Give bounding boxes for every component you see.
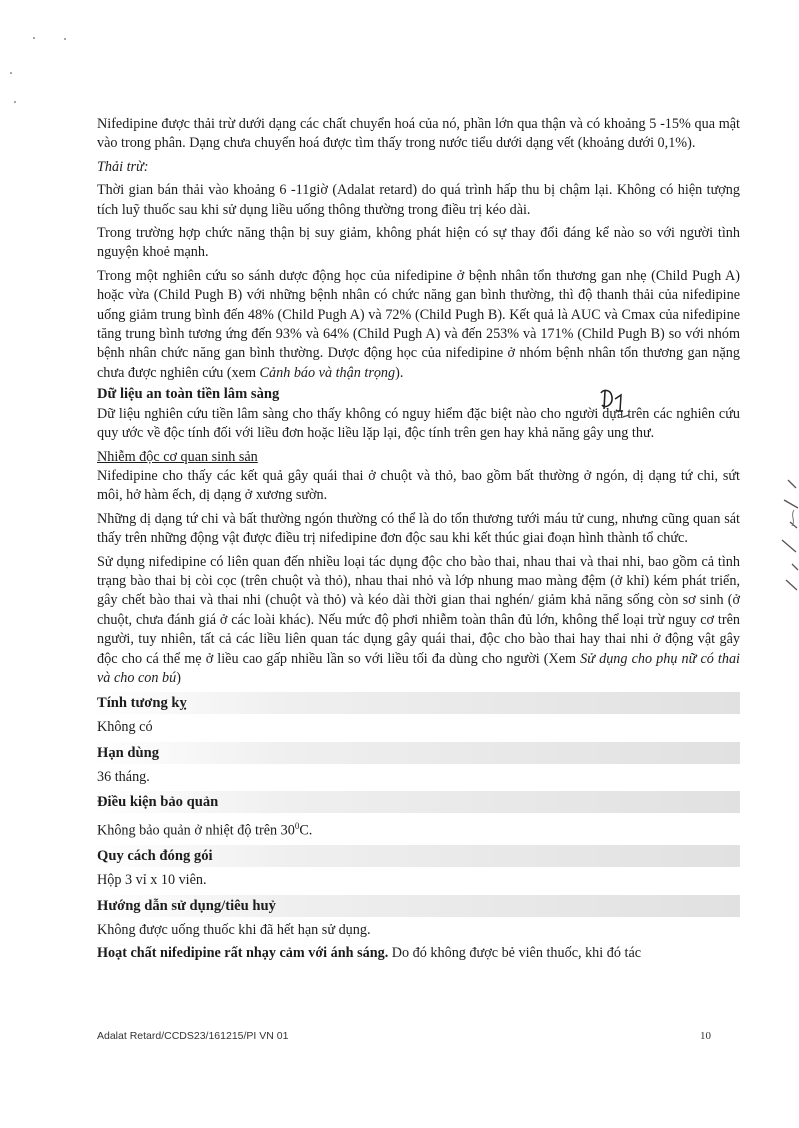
- section-shelf-life-body: 36 tháng.: [97, 768, 150, 785]
- section-compatibility-title: [97, 692, 740, 714]
- section-usage-body: Không được uống thuốc khi đã hết hạn sử dụng.: [97, 921, 371, 938]
- paragraph-half-life: Thời gian bán thải vào khoảng 6 -11giờ (Adalat retard) do quá trình hấp thu bị chậm lại. Không có hiện tượng tích luỹ thuốc sau khi sử dụng liều uống thông thường trong điều trị kéo dài.: [97, 182, 740, 218]
- section-packaging-body: Hộp 3 vỉ x 10 viên.: [97, 872, 207, 889]
- footer-page-number: 10: [700, 1030, 711, 1042]
- scan-speck: [64, 38, 66, 40]
- scan-speck: [10, 72, 12, 74]
- fetal-toxicity-end: ): [176, 669, 181, 686]
- paragraph-hepatic: [97, 267, 740, 383]
- cross-reference-warnings: Cảnh báo và thận trọng: [259, 364, 396, 381]
- hepatic-text-end: ).: [395, 364, 404, 381]
- paragraph-excretion: Nifedipine được thải trừ dưới dạng các chất chuyển hoá của nó, phần lớn qua thận và có khoảng 5 -15% qua mật vào trong phân. Dạng chưa chuyển hoá được tìm thấy trong nước tiểu dưới dạng vết (khoảng dưới 0,1%).: [97, 116, 740, 152]
- scan-speck: [14, 101, 16, 103]
- storage-unit: C.: [299, 822, 313, 839]
- section-shelf-life-title: [97, 742, 740, 764]
- paragraph-fetal-toxicity: [97, 553, 740, 689]
- cross-reference-pregnancy: Sử dụng cho phụ nữ có thai và cho con bú: [97, 650, 740, 686]
- section-storage-body: [97, 817, 740, 841]
- shelf-life-title-text: Hạn dùng: [97, 744, 160, 761]
- compatibility-title-text: Tính tương kỵ: [97, 695, 187, 712]
- handwritten-initials-signature: [597, 385, 631, 419]
- paragraph-teratogenic: Nifedipine cho thấy các kết quả gây quái thai ở chuột và thỏ, bao gồm bất thường ở ngón, dị dạng tứ chi, sứt môi, hở hàm ếch, dị dạng ở xương sườn.: [97, 467, 740, 504]
- paragraph-limb-defects: Những dị dạng tứ chi và bất thường ngón thường có thể là do tổn thương tưới máu tử cung, nhưng cũng quan sát thấy trên những động vật được điều trị nifedipine đơn độc sau khi kết thúc giai đoạn hình thành tổ chức.: [97, 510, 740, 547]
- degree-superscript: 0: [294, 821, 300, 832]
- scan-speck: [33, 37, 35, 39]
- document-page: [97, 115, 740, 964]
- light-sensitivity-bold: Hoạt chất nifedipine rất nhạy cảm với ánh sáng.: [97, 945, 389, 962]
- light-sensitivity-rest: Do đó không được bẻ viên thuốc, khi đó tác: [388, 945, 642, 962]
- hepatic-text: Trong một nghiên cứu so sánh dược động học của nifedipine ở bệnh nhân tổn thương gan nhẹ (Child Pugh A) hoặc vừa (Child Pugh B) với những bệnh nhân có chức năng gan bình thường, thì độ thanh thải của nifedipine uống giảm trung bình đến 48% (Child Pugh A) và 72% (Child Pugh B). Kết quả là AUC và Cmax của nifedipine tăng trung bình tương ứng đến 93% và 64% (Child Pugh A) và đến 253% và 171% (Child Pugh B) so với nhóm bệnh nhân chức năng gan bình thường. Dược động học của nifedipine ở nhóm bệnh nhân tổn thương gan nặng chưa được nghiên cứu (xem: [97, 267, 740, 381]
- section-packaging-title: [97, 845, 740, 867]
- storage-text: Không bảo quản ở nhiệt độ trên 30: [97, 822, 295, 839]
- paragraph-light-sensitivity: [97, 944, 740, 963]
- section-storage-title: [97, 791, 740, 813]
- storage-title-text: Điều kiện bảo quản: [97, 794, 219, 811]
- section-compatibility-body: Không có: [97, 719, 153, 736]
- preclinical-heading: Dữ liệu an toàn tiền lâm sàng: [97, 386, 280, 403]
- fetal-toxicity-text: Sử dụng nifedipine có liên quan đến nhiều loại tác dụng độc cho bào thai, nhau thai và thai nhi, bao gồm cả tình trạng bào thai bị còi cọc (trên chuột và thỏ), nhau thai nhỏ và lớp nhung mao màng đệm (ở khỉ) kém phát triển, gây chết bào thai và thai nhi (chuột và thỏ) và kéo dài thời gian thai nghén/ giảm khả năng sống còn sơ sinh (ở chuột, chưa đánh giá ở các loài khác). Nếu mức độ phơi nhiễm toàn thân đủ lớn, không thể loại trừ nguy cơ trên người, tuy nhiên, tất cả các liều liên quan tác dụng gây quái thai, độc cho bào thai hay thai nhi ở động vật gây độc cho cá thể mẹ ở liều cao gấp nhiều lần so với liều tối đa dùng cho người (Xem: [97, 553, 740, 667]
- footer-document-code: Adalat Retard/CCDS23/161215/PI VN 01: [97, 1030, 289, 1042]
- paragraph-preclinical: Dữ liệu nghiên cứu tiền lâm sàng cho thấy không có nguy hiểm đặc biệt nào cho người dựa trên các nghiên cứu quy ước về độc tính đối với liều đơn hoặc liều lặp lại, độc tính trên gen hay khả năng gây ung thư.: [97, 405, 740, 442]
- section-usage-title: [97, 895, 740, 917]
- usage-title-text: Hướng dẫn sử dụng/tiêu huỷ: [97, 897, 276, 914]
- packaging-title-text: Quy cách đóng gói: [97, 848, 213, 865]
- binding-edge-artifact: [770, 470, 799, 600]
- paragraph-renal: Trong trường hợp chức năng thận bị suy giảm, không phát hiện có sự thay đổi đáng kể nào so với người tình nguyện khoẻ mạnh.: [97, 225, 740, 261]
- elimination-heading: Thải trừ:: [97, 158, 149, 175]
- reproductive-toxicity-heading: Nhiễm độc cơ quan sinh sản: [97, 448, 258, 465]
